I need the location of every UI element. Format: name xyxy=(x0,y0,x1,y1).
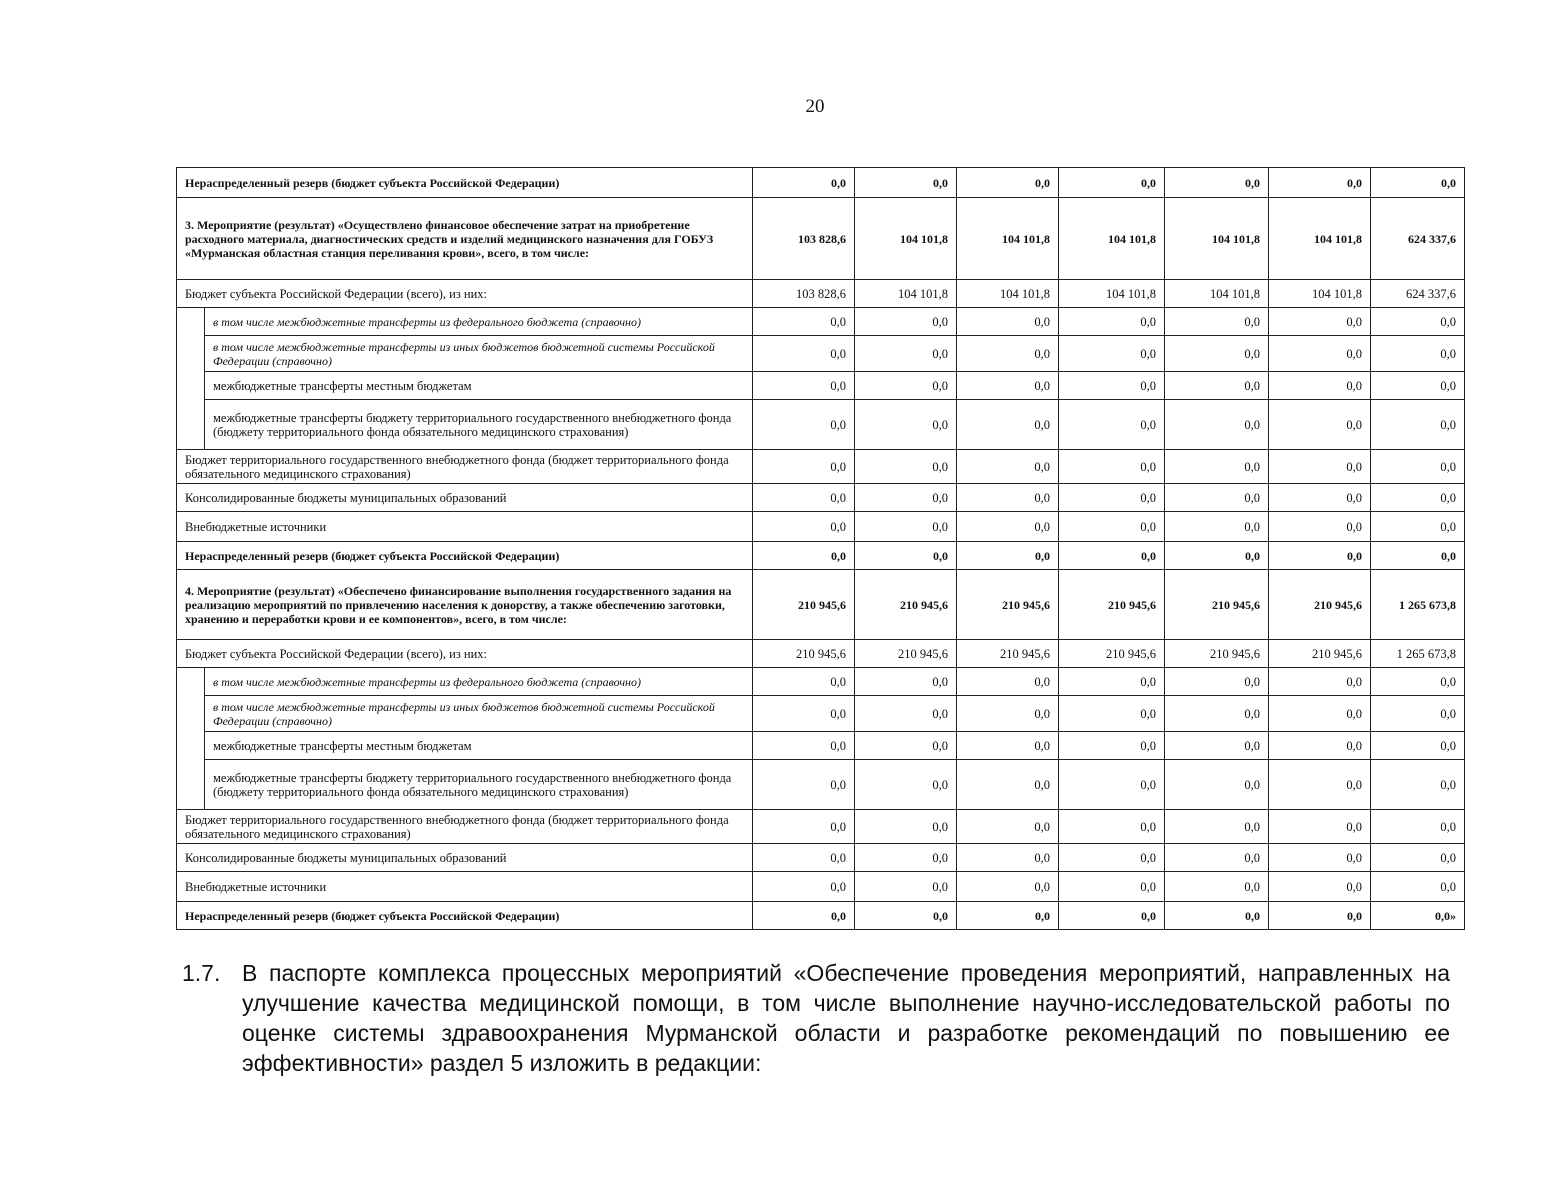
indent-cell xyxy=(177,336,205,372)
value-cell: 0,0 xyxy=(855,872,957,902)
value-cell: 104 101,8 xyxy=(957,280,1059,308)
value-cell: 0,0 xyxy=(753,732,855,760)
value-cell: 0,0 xyxy=(1269,902,1371,930)
value-cell: 0,0 xyxy=(1165,844,1269,872)
value-cell: 0,0 xyxy=(1059,810,1165,844)
value-cell: 0,0 xyxy=(753,308,855,336)
value-cell: 0,0 xyxy=(753,484,855,512)
value-cell: 624 337,6 xyxy=(1371,198,1465,280)
value-cell: 0,0 xyxy=(1165,542,1269,570)
table-row xyxy=(177,400,1465,450)
table-row xyxy=(177,372,1465,400)
value-cell: 0,0 xyxy=(1269,450,1371,484)
value-cell: 0,0 xyxy=(957,308,1059,336)
row-label: в том числе межбюджетные трансферты из федерального бюджета (справочно) xyxy=(205,308,753,336)
value-cell: 0,0 xyxy=(1269,484,1371,512)
value-cell: 0,0 xyxy=(1165,902,1269,930)
indent-cell xyxy=(177,696,205,732)
value-cell: 0,0 xyxy=(1371,810,1465,844)
value-cell: 1 265 673,8 xyxy=(1371,570,1465,640)
value-cell: 0,0 xyxy=(753,372,855,400)
table-row xyxy=(177,640,1465,668)
value-cell: 104 101,8 xyxy=(1269,280,1371,308)
row-label: межбюджетные трансферты местным бюджетам xyxy=(205,732,753,760)
row-label: в том числе межбюджетные трансферты из федерального бюджета (справочно) xyxy=(205,668,753,696)
row-label: 4. Мероприятие (результат) «Обеспечено финансирование выполнения государственного задания на реализацию мероприятий по привлечению населения к донорству, а также обеспечению заготовки, хранению и переработки крови и ее компонентов», всего, в том числе: xyxy=(177,570,753,640)
value-cell: 0,0 xyxy=(1059,168,1165,198)
budget-table xyxy=(176,167,1465,930)
value-cell: 210 945,6 xyxy=(1165,640,1269,668)
table-row xyxy=(177,810,1465,844)
value-cell: 0,0 xyxy=(1269,512,1371,542)
value-cell: 0,0 xyxy=(1059,400,1165,450)
value-cell: 0,0 xyxy=(1059,308,1165,336)
value-cell: 0,0 xyxy=(1059,844,1165,872)
indent-cell xyxy=(177,668,205,696)
value-cell: 0,0 xyxy=(1059,450,1165,484)
value-cell: 0,0 xyxy=(1269,308,1371,336)
value-cell: 0,0 xyxy=(1371,450,1465,484)
value-cell: 0,0 xyxy=(1165,732,1269,760)
value-cell: 0,0 xyxy=(855,696,957,732)
value-cell: 0,0 xyxy=(753,542,855,570)
row-label: Нераспределенный резерв (бюджет субъекта Российской Федерации) xyxy=(177,542,753,570)
value-cell: 0,0 xyxy=(855,844,957,872)
table-row xyxy=(177,512,1465,542)
value-cell: 210 945,6 xyxy=(855,570,957,640)
value-cell: 210 945,6 xyxy=(1165,570,1269,640)
value-cell: 0,0 xyxy=(1371,372,1465,400)
table-row xyxy=(177,484,1465,512)
table-row xyxy=(177,336,1465,372)
table-row xyxy=(177,872,1465,902)
value-cell: 0,0 xyxy=(957,872,1059,902)
value-cell: 0,0 xyxy=(1371,668,1465,696)
table-row xyxy=(177,168,1465,198)
value-cell: 0,0 xyxy=(1165,872,1269,902)
value-cell: 210 945,6 xyxy=(957,570,1059,640)
value-cell: 0,0 xyxy=(957,760,1059,810)
value-cell: 0,0 xyxy=(855,668,957,696)
amendment-paragraph xyxy=(182,958,1450,1078)
table-row xyxy=(177,308,1465,336)
value-cell: 0,0 xyxy=(1059,872,1165,902)
value-cell: 210 945,6 xyxy=(1269,640,1371,668)
value-cell: 0,0 xyxy=(1165,810,1269,844)
value-cell: 0,0 xyxy=(753,872,855,902)
value-cell: 103 828,6 xyxy=(753,280,855,308)
value-cell: 0,0 xyxy=(1059,484,1165,512)
value-cell: 0,0 xyxy=(957,902,1059,930)
table-row xyxy=(177,668,1465,696)
paragraph-text: В паспорте комплекса процессных мероприятий «Обеспечение проведения мероприятий, направленных на улучшение качества медицинской помощи, в том числе выполнение научно-исследовательской работы по оценке системы здравоохранения Мурманской области и разработке рекомендаций по повышению ее эффективности» раздел 5 изложить в редакции: xyxy=(242,960,1450,1076)
value-cell: 210 945,6 xyxy=(1059,640,1165,668)
indent-cell xyxy=(177,372,205,400)
row-label: Бюджет субъекта Российской Федерации (всего), из них: xyxy=(177,280,753,308)
value-cell: 104 101,8 xyxy=(855,280,957,308)
value-cell: 0,0 xyxy=(1059,902,1165,930)
value-cell: 0,0 xyxy=(753,696,855,732)
value-cell: 104 101,8 xyxy=(1059,280,1165,308)
value-cell: 0,0 xyxy=(753,760,855,810)
row-label: Бюджет территориального государственного внебюджетного фонда (бюджет территориального фонда обязательного медицинского страхования) xyxy=(177,810,753,844)
value-cell: 0,0 xyxy=(1059,542,1165,570)
table-row xyxy=(177,732,1465,760)
value-cell: 0,0 xyxy=(1165,372,1269,400)
value-cell: 103 828,6 xyxy=(753,198,855,280)
value-cell: 104 101,8 xyxy=(1269,198,1371,280)
value-cell: 0,0 xyxy=(957,400,1059,450)
value-cell: 0,0 xyxy=(753,450,855,484)
table-row xyxy=(177,450,1465,484)
row-label: Нераспределенный резерв (бюджет субъекта Российской Федерации) xyxy=(177,168,753,198)
value-cell: 0,0 xyxy=(1165,308,1269,336)
paragraph-number: 1.7. xyxy=(182,960,221,986)
value-cell: 0,0 xyxy=(1059,696,1165,732)
value-cell: 0,0 xyxy=(1371,168,1465,198)
value-cell: 0,0 xyxy=(1269,810,1371,844)
value-cell: 1 265 673,8 xyxy=(1371,640,1465,668)
value-cell: 0,0 xyxy=(957,732,1059,760)
value-cell: 0,0 xyxy=(957,810,1059,844)
value-cell: 0,0 xyxy=(1371,732,1465,760)
value-cell: 0,0 xyxy=(855,542,957,570)
value-cell: 0,0 xyxy=(855,760,957,810)
row-label: Нераспределенный резерв (бюджет субъекта Российской Федерации) xyxy=(177,902,753,930)
value-cell: 0,0 xyxy=(1371,400,1465,450)
indent-cell xyxy=(177,400,205,450)
table-row xyxy=(177,570,1465,640)
value-cell: 0,0 xyxy=(1371,844,1465,872)
value-cell: 210 945,6 xyxy=(753,570,855,640)
indent-cell xyxy=(177,732,205,760)
value-cell: 0,0 xyxy=(1165,760,1269,810)
row-label: Консолидированные бюджеты муниципальных образований xyxy=(177,484,753,512)
value-cell: 0,0 xyxy=(1269,760,1371,810)
value-cell: 0,0 xyxy=(855,902,957,930)
value-cell: 0,0 xyxy=(1059,336,1165,372)
value-cell: 0,0 xyxy=(753,400,855,450)
value-cell: 0,0 xyxy=(957,844,1059,872)
row-label: в том числе межбюджетные трансферты из иных бюджетов бюджетной системы Российской Федерации (справочно) xyxy=(205,696,753,732)
indent-cell xyxy=(177,308,205,336)
value-cell: 0,0 xyxy=(1371,696,1465,732)
value-cell: 104 101,8 xyxy=(957,198,1059,280)
table-body xyxy=(177,168,1465,930)
value-cell: 0,0 xyxy=(957,542,1059,570)
row-label: Внебюджетные источники xyxy=(177,872,753,902)
value-cell: 0,0 xyxy=(957,512,1059,542)
table-row xyxy=(177,760,1465,810)
row-label: Бюджет территориального государственного внебюджетного фонда (бюджет территориального фонда обязательного медицинского страхования) xyxy=(177,450,753,484)
value-cell: 210 945,6 xyxy=(855,640,957,668)
value-cell: 0,0 xyxy=(753,810,855,844)
value-cell: 0,0 xyxy=(957,336,1059,372)
value-cell: 0,0 xyxy=(753,336,855,372)
table-row xyxy=(177,542,1465,570)
value-cell: 0,0 xyxy=(1059,372,1165,400)
value-cell: 0,0 xyxy=(957,484,1059,512)
value-cell: 0,0 xyxy=(957,696,1059,732)
value-cell: 0,0 xyxy=(1269,872,1371,902)
row-label: в том числе межбюджетные трансферты из иных бюджетов бюджетной системы Российской Федерации (справочно) xyxy=(205,336,753,372)
value-cell: 0,0 xyxy=(1371,512,1465,542)
value-cell: 0,0 xyxy=(753,168,855,198)
value-cell: 0,0 xyxy=(855,484,957,512)
value-cell: 104 101,8 xyxy=(1165,280,1269,308)
value-cell: 210 945,6 xyxy=(1059,570,1165,640)
value-cell: 0,0 xyxy=(1269,372,1371,400)
value-cell: 0,0 xyxy=(753,668,855,696)
value-cell: 0,0 xyxy=(1165,336,1269,372)
table-row xyxy=(177,198,1465,280)
value-cell: 0,0 xyxy=(855,810,957,844)
value-cell: 0,0 xyxy=(753,844,855,872)
row-label: Консолидированные бюджеты муниципальных образований xyxy=(177,844,753,872)
value-cell: 0,0 xyxy=(1371,542,1465,570)
value-cell: 0,0 xyxy=(1269,668,1371,696)
value-cell: 0,0 xyxy=(957,168,1059,198)
value-cell: 0,0 xyxy=(855,732,957,760)
row-label: Бюджет субъекта Российской Федерации (всего), из них: xyxy=(177,640,753,668)
value-cell: 104 101,8 xyxy=(855,198,957,280)
value-cell: 0,0 xyxy=(1165,696,1269,732)
value-cell: 0,0 xyxy=(1269,732,1371,760)
table-row xyxy=(177,844,1465,872)
value-cell: 104 101,8 xyxy=(1059,198,1165,280)
value-cell: 0,0 xyxy=(855,512,957,542)
page-number: 20 xyxy=(805,96,825,117)
value-cell: 0,0 xyxy=(1371,760,1465,810)
value-cell: 0,0 xyxy=(1269,168,1371,198)
value-cell: 0,0 xyxy=(1059,512,1165,542)
row-label: межбюджетные трансферты бюджету территориального государственного внебюджетного фонда (бюджету территориального фонда обязательного медицинского страхования) xyxy=(205,760,753,810)
value-cell: 0,0 xyxy=(1165,668,1269,696)
value-cell: 0,0 xyxy=(1165,168,1269,198)
row-label: Внебюджетные источники xyxy=(177,512,753,542)
value-cell: 0,0 xyxy=(855,372,957,400)
value-cell: 0,0 xyxy=(1371,336,1465,372)
value-cell: 0,0 xyxy=(1059,668,1165,696)
value-cell: 0,0 xyxy=(855,308,957,336)
row-label: 3. Мероприятие (результат) «Осуществлено финансовое обеспечение затрат на приобретение расходного материала, диагностических средств и изделий медицинского назначения для ГОБУЗ «Мурманская областная станция переливания крови», всего, в том числе: xyxy=(177,198,753,280)
value-cell: 0,0 xyxy=(1059,760,1165,810)
table-row xyxy=(177,696,1465,732)
value-cell: 0,0 xyxy=(957,372,1059,400)
value-cell: 0,0 xyxy=(855,168,957,198)
value-cell: 0,0 xyxy=(855,450,957,484)
value-cell: 0,0 xyxy=(1269,336,1371,372)
value-cell: 0,0 xyxy=(1371,872,1465,902)
value-cell: 210 945,6 xyxy=(1269,570,1371,640)
value-cell: 0,0 xyxy=(1269,542,1371,570)
value-cell: 0,0 xyxy=(1269,400,1371,450)
value-cell: 0,0 xyxy=(957,450,1059,484)
value-cell: 0,0 xyxy=(1165,450,1269,484)
indent-cell xyxy=(177,760,205,810)
value-cell: 0,0» xyxy=(1371,902,1465,930)
value-cell: 0,0 xyxy=(1371,308,1465,336)
row-label: межбюджетные трансферты бюджету территориального государственного внебюджетного фонда (бюджету территориального фонда обязательного медицинского страхования) xyxy=(205,400,753,450)
value-cell: 0,0 xyxy=(1371,484,1465,512)
value-cell: 0,0 xyxy=(1165,512,1269,542)
row-label: межбюджетные трансферты местным бюджетам xyxy=(205,372,753,400)
value-cell: 624 337,6 xyxy=(1371,280,1465,308)
value-cell: 0,0 xyxy=(1269,696,1371,732)
value-cell: 0,0 xyxy=(855,400,957,450)
value-cell: 210 945,6 xyxy=(753,640,855,668)
table-row xyxy=(177,280,1465,308)
value-cell: 0,0 xyxy=(1059,732,1165,760)
value-cell: 0,0 xyxy=(1269,844,1371,872)
value-cell: 0,0 xyxy=(1165,400,1269,450)
value-cell: 0,0 xyxy=(753,902,855,930)
table-row xyxy=(177,902,1465,930)
value-cell: 0,0 xyxy=(1165,484,1269,512)
value-cell: 0,0 xyxy=(957,668,1059,696)
value-cell: 0,0 xyxy=(753,512,855,542)
value-cell: 210 945,6 xyxy=(957,640,1059,668)
value-cell: 104 101,8 xyxy=(1165,198,1269,280)
value-cell: 0,0 xyxy=(855,336,957,372)
